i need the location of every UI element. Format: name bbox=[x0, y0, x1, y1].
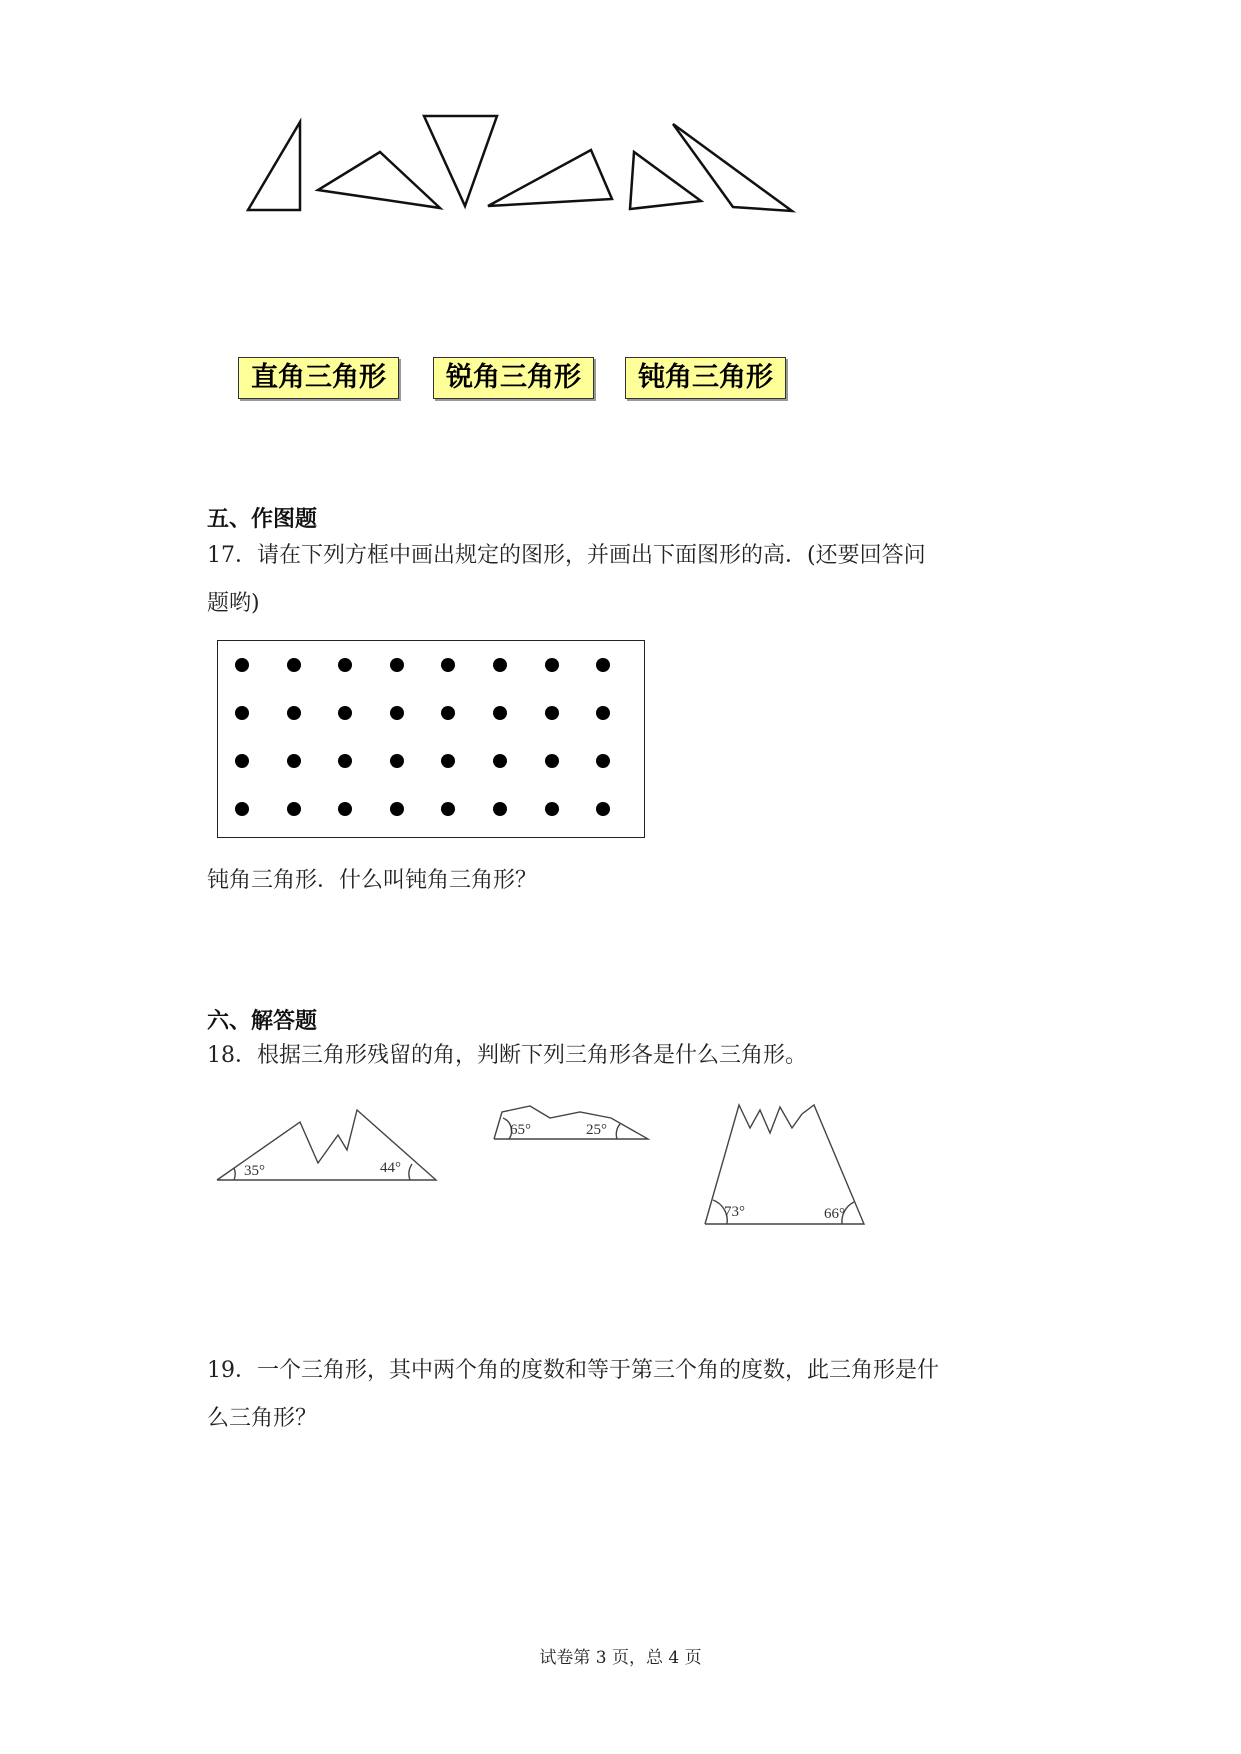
question-17-line1: 17．请在下列方框中画出规定的图形，并画出下面图形的高．(还要回答问 bbox=[207, 543, 926, 568]
question-19 bbox=[207, 1347, 1037, 1443]
figure-3-left-angle: 73° bbox=[724, 1204, 745, 1220]
category-right-triangle: 直角三角形 bbox=[238, 357, 399, 399]
question-17-line2: 题哟) bbox=[207, 591, 260, 616]
answer-prompt: 钝角三角形．什么叫钝角三角形？ bbox=[207, 868, 538, 893]
category-obtuse-triangle: 钝角三角形 bbox=[625, 357, 786, 399]
figure-1-right-angle: 44° bbox=[380, 1160, 401, 1176]
figure-2-left-angle: 65° bbox=[510, 1122, 531, 1138]
category-acute-triangle: 锐角三角形 bbox=[433, 357, 594, 399]
figure-3-right-angle: 66° bbox=[824, 1206, 845, 1222]
figure-1-left-angle: 35° bbox=[244, 1163, 265, 1179]
section5-heading: 五、作图题 bbox=[207, 507, 318, 532]
section6-heading: 六、解答题 bbox=[207, 1009, 318, 1034]
question-19-line2: 么三角形？ bbox=[207, 1406, 318, 1431]
figure-2-right-angle: 25° bbox=[586, 1122, 607, 1138]
question-19-line1: 19．一个三角形，其中两个角的度数和等于第三个角的度数，此三角形是什 bbox=[207, 1358, 939, 1383]
page-footer: 试卷第 3 页，总 4 页 bbox=[539, 1648, 702, 1668]
question-18: 18．根据三角形残留的角，判断下列三角形各是什么三角形。 bbox=[207, 1043, 807, 1068]
